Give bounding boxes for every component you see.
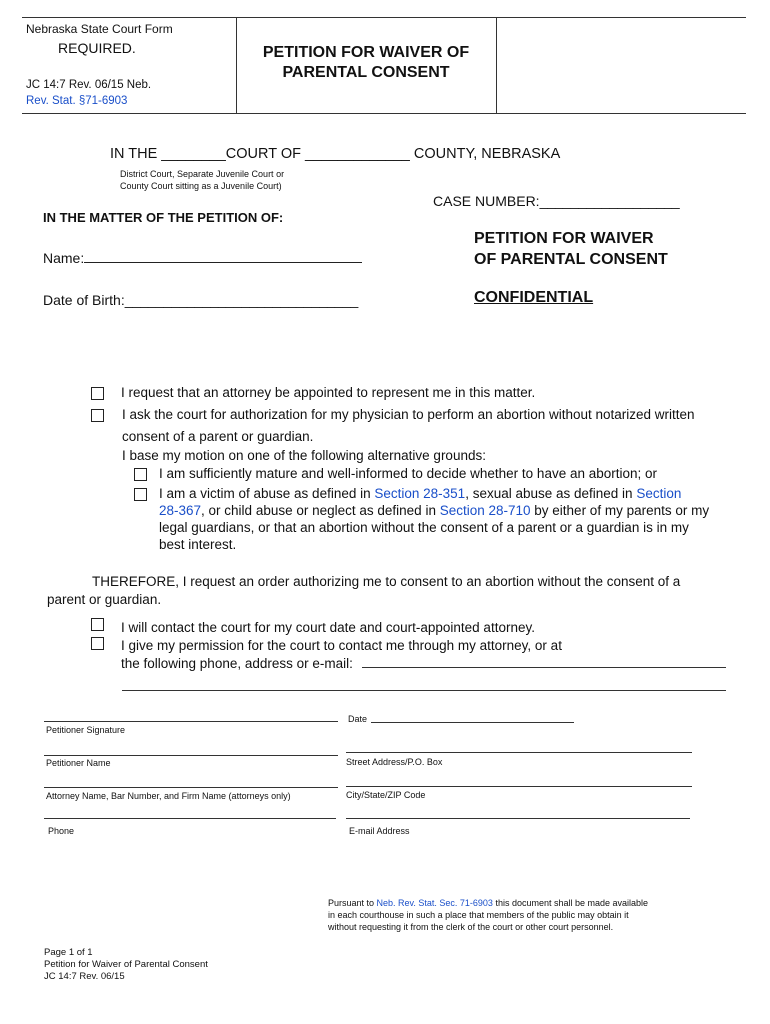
permission-text-1: I give my permission for the court to contact me through my attorney, or at <box>121 638 562 653</box>
street-label: Street Address/P.O. Box <box>346 757 443 767</box>
case-number[interactable]: CASE NUMBER:__________________ <box>433 193 680 209</box>
section-28-710-link[interactable]: Section 28-710 <box>439 503 531 518</box>
statute-notice-link[interactable]: Neb. Rev. Stat. Sec. 71-6903 <box>376 898 493 908</box>
notice-line1 <box>328 897 648 909</box>
dob-blank[interactable]: ______________________________ <box>124 292 359 308</box>
petitioner-name-line[interactable] <box>44 755 338 756</box>
form-name: Nebraska State Court Form <box>26 22 173 36</box>
section-28-351-link[interactable]: Section 28-351 <box>374 486 466 501</box>
notice-prefix: Pursuant to <box>328 898 377 908</box>
victim-checkbox[interactable] <box>134 488 147 501</box>
therefore-line1: THEREFORE, I request an order authorizing me to consent to an abortion without the consent of a <box>92 574 681 589</box>
authorization-checkbox[interactable] <box>91 409 104 422</box>
header-title-line2: PARENTAL CONSENT <box>282 64 450 81</box>
attorney-line[interactable] <box>44 787 338 788</box>
ground-victim-line1 <box>159 485 709 502</box>
victim-text-d: by either of my parents or my <box>530 503 710 518</box>
date-line[interactable] <box>371 722 574 723</box>
name-blank[interactable] <box>84 250 362 263</box>
notice-line2: in each courthouse in such a place that members of the public may obtain it <box>328 910 629 920</box>
section-word-link[interactable]: Section <box>636 486 682 501</box>
ground-mature: I am sufficiently mature and well-informed to decide whether to have an abortion; or <box>159 466 658 481</box>
contact-info-line-2[interactable] <box>122 690 726 691</box>
permission-checkbox[interactable] <box>91 637 104 650</box>
attorney-text: I request that an attorney be appointed to represent me in this matter. <box>121 385 536 400</box>
notice-line3: without requesting it from the clerk of the court or other court personnel. <box>328 922 614 932</box>
victim-text-a: I am a victim of abuse as defined in <box>159 486 375 501</box>
victim-text-b: , sexual abuse as defined in <box>465 486 637 501</box>
dob-field[interactable] <box>43 292 358 308</box>
court-note <box>120 168 284 192</box>
notice-rest: this document shall be made available <box>492 898 649 908</box>
court-note-line1: District Court, Separate Juvenile Court or <box>120 169 285 179</box>
header-top-rule <box>22 17 746 18</box>
therefore-line2: parent or guardian. <box>47 592 162 607</box>
section-28-367-link[interactable]: 28-367 <box>159 503 202 518</box>
right-title <box>474 228 668 270</box>
city-label: City/State/ZIP Code <box>346 790 426 800</box>
contact-info-line-1[interactable] <box>362 667 726 668</box>
petitioner-name-label: Petitioner Name <box>46 758 111 768</box>
contact-court-text: I will contact the court for my court date and court-appointed attorney. <box>121 620 535 635</box>
header-bottom-rule <box>22 113 746 114</box>
petitioner-signature-line[interactable] <box>44 721 338 722</box>
form-code: JC 14:7 Rev. 06/15 Neb. <box>26 79 152 91</box>
header-divider-right <box>496 17 497 113</box>
required-label: REQUIRED. <box>58 40 136 56</box>
confidential-label: CONFIDENTIAL <box>474 289 594 306</box>
authorization-text-2: consent of a parent or guardian. <box>122 429 314 444</box>
attorney-checkbox[interactable] <box>91 387 104 400</box>
email-label: E-mail Address <box>349 826 410 836</box>
matter-heading: IN THE MATTER OF THE PETITION OF: <box>43 210 284 225</box>
footer <box>44 947 208 983</box>
phone-line[interactable] <box>44 818 336 819</box>
footer-title: Petition for Waiver of Parental Consent <box>44 959 208 970</box>
date-label: Date <box>348 714 368 724</box>
email-line[interactable] <box>346 818 690 819</box>
court-note-line2: County Court sitting as a Juvenile Court) <box>120 181 282 191</box>
phone-label: Phone <box>48 826 75 836</box>
header-title-line1: PETITION FOR WAIVER OF <box>262 44 470 61</box>
header-title <box>236 43 496 83</box>
footer-page: Page 1 of 1 <box>44 947 93 958</box>
permission-text-2: the following phone, address or e-mail: <box>121 656 353 671</box>
grounds-intro: I base my motion on one of the following alternative grounds: <box>122 448 486 463</box>
victim-text-c: , or child abuse or neglect as defined in <box>201 503 440 518</box>
name-field[interactable] <box>43 250 362 266</box>
right-title-line2: OF PARENTAL CONSENT <box>474 251 668 268</box>
petitioner-signature-label: Petitioner Signature <box>46 725 126 735</box>
ground-victim-line2 <box>159 502 709 519</box>
right-title-line1: PETITION FOR WAIVER <box>474 230 654 247</box>
statute-link[interactable]: Rev. Stat. §71-6903 <box>26 95 128 107</box>
name-label: Name: <box>43 250 85 266</box>
attorney-label: Attorney Name, Bar Number, and Firm Name (attorneys only) <box>46 791 291 801</box>
contact-court-checkbox[interactable] <box>91 618 104 631</box>
footer-code: JC 14:7 Rev. 06/15 <box>44 971 125 982</box>
authorization-text-1: I ask the court for authorization for my physician to perform an abortion without notarized written <box>122 407 695 422</box>
city-line[interactable] <box>346 786 692 787</box>
ground-victim <box>159 485 709 553</box>
ground-victim-line4: best interest. <box>159 537 237 552</box>
ground-victim-line3: legal guardians, or that an abortion without the consent of a parent or a guardian is in my <box>159 520 689 535</box>
street-line[interactable] <box>346 752 692 753</box>
dob-label: Date of Birth: <box>43 292 125 308</box>
availability-notice <box>328 897 648 933</box>
mature-checkbox[interactable] <box>134 468 147 481</box>
court-line: IN THE ________COURT OF _____________ COUNTY, NEBRASKA <box>110 146 561 162</box>
